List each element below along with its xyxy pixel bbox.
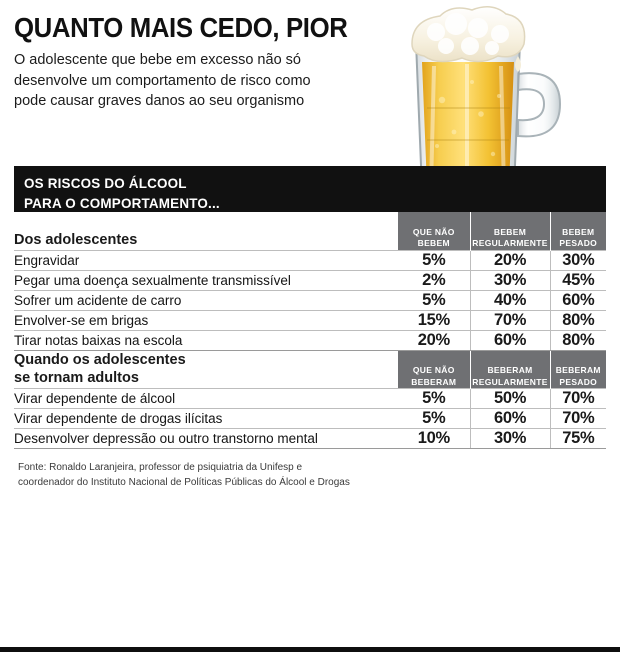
table-row <box>14 250 606 270</box>
band-line-1: OS RISCOS DO ÁLCOOL <box>24 175 187 191</box>
row-label: Sofrer um acidente de carro <box>14 290 398 310</box>
page-subtitle: O adolescente que bebe em excesso não só desenvolve um comportamento de risco como pode causar graves danos ao seu organismo <box>14 52 311 110</box>
column-header-beberam-regularmente <box>470 351 550 389</box>
column-header-bebem-pesado <box>550 212 606 250</box>
table-row <box>14 389 606 409</box>
row-label: Virar dependente de álcool <box>14 389 398 409</box>
column-header-line-2: PESADO <box>559 376 598 387</box>
row-value-que-nao-bebem: 5% <box>398 250 470 270</box>
column-header-line-1: QUE NÃO <box>412 365 455 376</box>
column-header-line-2: BEBEM <box>417 238 450 249</box>
row-value-bebem-pesado: 80% <box>550 310 606 330</box>
row-value-que-nao-bebem: 5% <box>398 290 470 310</box>
row-label: Pegar uma doença sexualmente transmissível <box>14 270 398 290</box>
source-line-2: coordenador do Instituto Nacional de Políticas Públicas do Álcool e Drogas <box>18 476 350 488</box>
table-header-row <box>14 212 606 250</box>
row-value-bebem-regularmente: 60% <box>470 330 550 350</box>
table-row <box>14 429 606 449</box>
section-title-2 <box>14 351 398 389</box>
table-row <box>14 330 606 350</box>
header <box>0 0 620 160</box>
row-label: Envolver-se em brigas <box>14 310 398 330</box>
row-value-beberam-pesado: 75% <box>550 429 606 449</box>
section-title-line-1: Quando os adolescentes <box>14 351 186 368</box>
row-value-bebem-regularmente: 20% <box>470 250 550 270</box>
row-value-que-nao-bebem: 15% <box>398 310 470 330</box>
row-value-bebem-regularmente: 40% <box>470 290 550 310</box>
column-header-que-nao-bebem <box>398 212 470 250</box>
row-value-bebem-pesado: 45% <box>550 270 606 290</box>
row-value-beberam-regularmente: 60% <box>470 409 550 429</box>
column-header-line-2: REGULARMENTE <box>472 376 548 387</box>
bottom-rule <box>0 647 620 652</box>
row-value-beberam-regularmente: 50% <box>470 389 550 409</box>
row-label: Virar dependente de drogas ilícitas <box>14 409 398 429</box>
source-note <box>18 461 606 490</box>
table-row <box>14 290 606 310</box>
column-header-line-2: BEBERAM <box>411 376 457 387</box>
column-header-line-1: BEBEM <box>493 226 527 237</box>
table-row <box>14 310 606 330</box>
source-line-1: Fonte: Ronaldo Laranjeira, professor de psiquiatria da Unifesp e <box>18 462 303 474</box>
row-value-que-nao-beberam: 10% <box>398 429 470 449</box>
row-value-bebem-regularmente: 30% <box>470 270 550 290</box>
table-row <box>14 409 606 429</box>
column-header-line-1: BEBEM <box>562 226 595 237</box>
table-row <box>14 270 606 290</box>
row-label: Desenvolver depressão ou outro transtorno mental <box>14 429 398 449</box>
row-value-que-nao-bebem: 2% <box>398 270 470 290</box>
section-band <box>14 166 606 212</box>
section-title-line-2: se tornam adultos <box>14 370 139 387</box>
column-header-beberam-pesado <box>550 351 606 389</box>
row-value-beberam-pesado: 70% <box>550 389 606 409</box>
table-adolescentes <box>14 212 606 351</box>
column-header-line-1: QUE NÃO <box>412 226 455 237</box>
column-header-line-1: BEBERAM <box>487 365 533 376</box>
column-header-line-1: BEBERAM <box>555 365 601 376</box>
row-value-bebem-regularmente: 70% <box>470 310 550 330</box>
band-line-2: PARA O COMPORTAMENTO... <box>24 195 220 212</box>
row-label: Tirar notas baixas na escola <box>14 330 398 350</box>
row-value-que-nao-beberam: 5% <box>398 409 470 429</box>
column-header-line-2: REGULARMENTE <box>472 238 548 249</box>
column-header-line-2: PESADO <box>559 238 598 249</box>
table-header-row <box>14 351 606 389</box>
section-title-1: Dos adolescentes <box>14 231 138 248</box>
row-value-bebem-pesado: 30% <box>550 250 606 270</box>
column-header-bebem-regularmente <box>470 212 550 250</box>
row-value-que-nao-beberam: 5% <box>398 389 470 409</box>
row-value-beberam-regularmente: 30% <box>470 429 550 449</box>
row-label: Engravidar <box>14 250 398 270</box>
row-value-beberam-pesado: 70% <box>550 409 606 429</box>
row-value-que-nao-bebem: 20% <box>398 330 470 350</box>
column-header-que-nao-beberam <box>398 351 470 389</box>
row-value-bebem-pesado: 60% <box>550 290 606 310</box>
page-title: QUANTO MAIS CEDO, PIOR <box>14 12 348 43</box>
table-adultos <box>14 351 606 450</box>
row-value-bebem-pesado: 80% <box>550 330 606 350</box>
